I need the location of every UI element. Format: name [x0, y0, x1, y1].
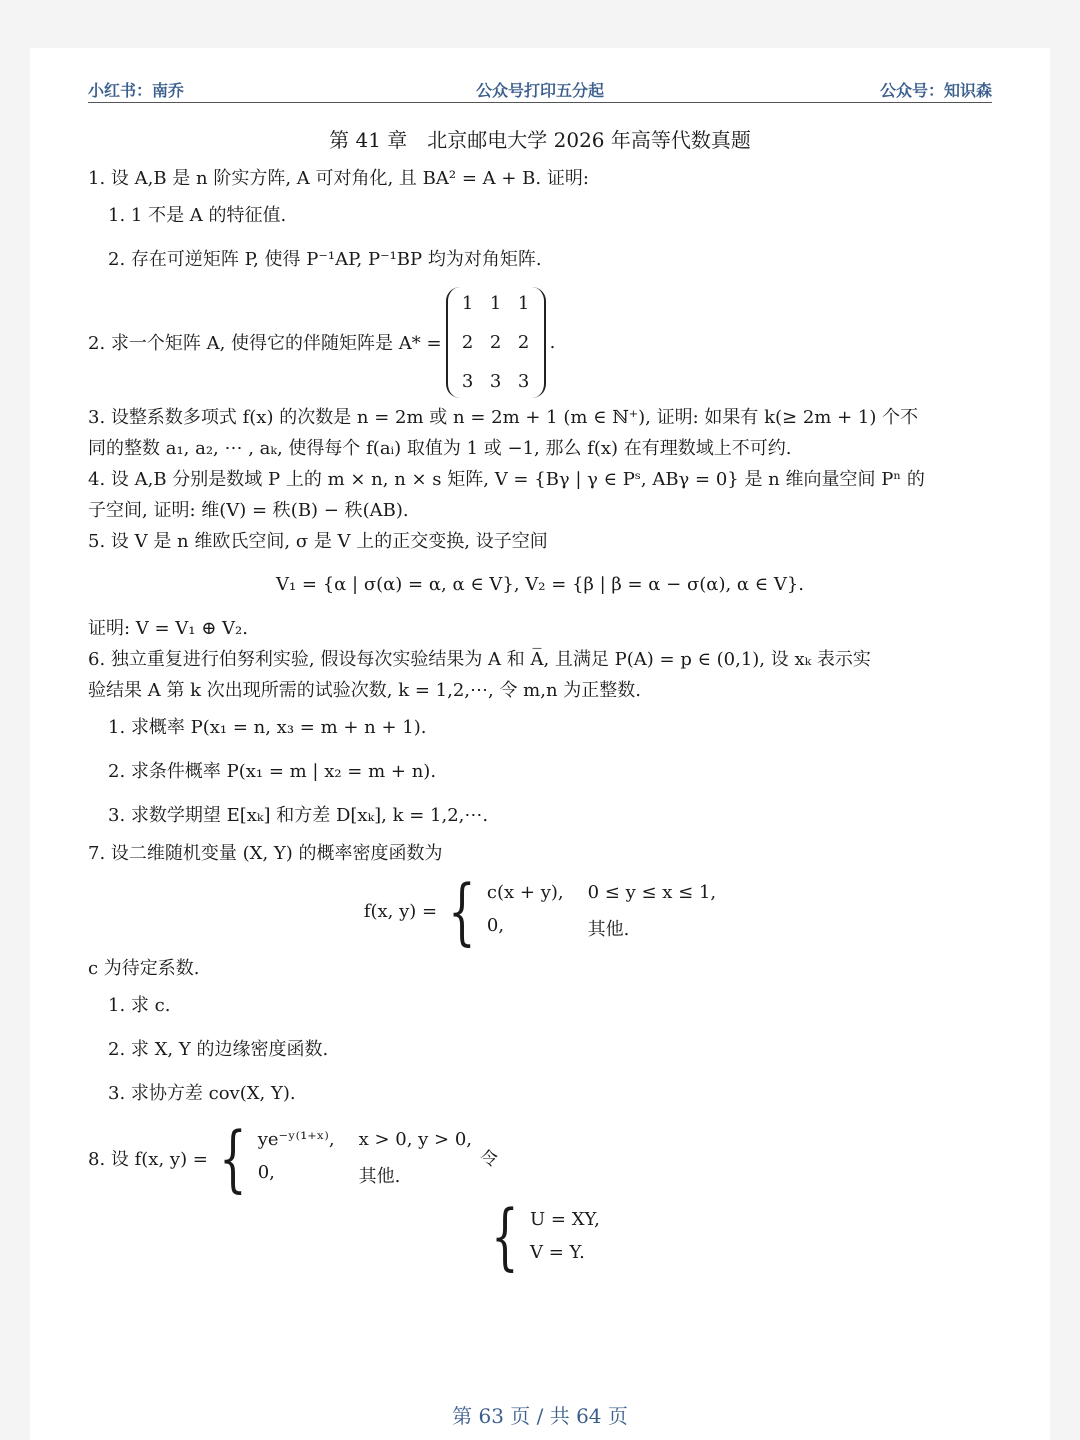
case-cond: 0 ≤ y ≤ x ≤ 1,	[587, 881, 717, 903]
matrix-cell: 3	[489, 370, 502, 392]
q7-note: c 为待定系数.	[88, 958, 200, 979]
q6-sub2: 2. 求条件概率 P(x₁ = m | x₂ = m + n).	[108, 761, 437, 782]
case-expr: 0,	[257, 1161, 275, 1183]
q6-line1: 6. 独立重复进行伯努利实验, 假设每次实验结果为 A 和 A̅, 且满足 P(A) = p ∈ (0,1), 设 xₖ 表示实	[88, 649, 871, 670]
matrix-cell: 3	[517, 370, 530, 392]
q8-suffix: 令	[480, 1149, 499, 1170]
q7-sub2: 2. 求 X, Y 的边缘密度函数.	[108, 1039, 329, 1060]
page-content	[88, 120, 992, 1278]
left-brace: {	[491, 1194, 519, 1278]
q1-sub1: 1. 1 不是 A 的特征值.	[108, 205, 287, 226]
case-cond: 其他.	[358, 1165, 401, 1187]
case-expr: c(x + y),	[486, 881, 564, 903]
matrix-cell: 1	[461, 292, 474, 314]
q7-sub3: 3. 求协方差 cov(X, Y).	[108, 1083, 296, 1104]
left-brace: {	[448, 869, 476, 953]
q6-line2: 验结果 A 第 k 次出现所需的试验次数, k = 1,2,⋯, 令 m,n 为正整数.	[88, 680, 642, 701]
q1-sub2: 2. 存在可逆矩阵 P, 使得 P⁻¹AP, P⁻¹BP 均为对角矩阵.	[108, 249, 542, 270]
q8-prefix: 8. 设 f(x, y) =	[88, 1149, 208, 1170]
case-cond: 其他.	[587, 918, 630, 940]
q4-line1: 4. 设 A,B 分别是数域 P 上的 m × n, n × s 矩阵, V = {Bγ | γ ∈ Pˢ, ABγ = 0} 是 n 维向量空间 Pⁿ 的	[88, 469, 925, 490]
q3-line2: 同的整数 a₁, a₂, ⋯ , aₖ, 使得每个 f(aᵢ) 取值为 1 或 −1, 那么 f(x) 在有理数域上不可约.	[88, 438, 792, 459]
page-header	[88, 78, 992, 103]
q1-stem: 1. 设 A,B 是 n 阶实方阵, A 可对角化, 且 BA² = A + B. 证明:	[88, 168, 589, 189]
system-line: U = XY,	[530, 1209, 600, 1230]
q8-system-lines	[530, 1209, 600, 1263]
q7-lhs: f(x, y) =	[363, 900, 438, 922]
header-center: 公众号打印五分起	[475, 81, 604, 100]
page-footer: 第 63 页 / 共 64 页	[452, 1404, 628, 1428]
case-expr: ye⁻ʸ⁽¹⁺ˣ⁾,	[257, 1128, 335, 1150]
case-expr: 0,	[486, 914, 505, 936]
matrix-cell: 3	[461, 370, 474, 392]
q7-density	[88, 869, 992, 953]
q8-system	[88, 1194, 992, 1278]
matrix-cell: 2	[517, 331, 530, 353]
q8-cases	[258, 1129, 472, 1188]
case-cond: x > 0, y > 0,	[358, 1128, 473, 1150]
q8-density	[88, 1116, 992, 1200]
matrix-cell: 2	[461, 331, 474, 353]
q2-suffix: .	[549, 331, 556, 353]
q6-sub1: 1. 求概率 P(x₁ = n, x₃ = m + n + 1).	[108, 717, 427, 738]
q6-sub3: 3. 求数学期望 E[xₖ] 和方差 D[xₖ], k = 1,2,⋯.	[108, 805, 489, 826]
q7-cases	[487, 882, 716, 941]
matrix-cell: 2	[489, 331, 502, 353]
system-line: V = Y.	[530, 1242, 585, 1263]
matrix-cell: 1	[489, 292, 502, 314]
chapter-title: 第 41 章 北京邮电大学 2026 年高等代数真题	[329, 128, 751, 152]
left-brace: {	[219, 1116, 247, 1200]
header-right: 公众号：知识森	[879, 81, 992, 100]
q3-line1: 3. 设整系数多项式 f(x) 的次数是 n = 2m 或 n = 2m + 1 (m ∈ ℕ⁺), 证明: 如果有 k(≥ 2m + 1) 个不	[88, 407, 919, 428]
header-left: 小红书：南乔	[88, 81, 185, 100]
adjugate-matrix	[446, 287, 546, 398]
q2	[88, 282, 992, 402]
matrix-cell: 1	[517, 292, 530, 314]
q4-line2: 子空间, 证明: 维(V) = 秩(B) − 秩(AB).	[88, 500, 409, 521]
q5-formula: V₁ = {α | σ(α) = α, α ∈ V}, V₂ = {β | β = α − σ(α), α ∈ V}.	[275, 574, 805, 595]
q7-sub1: 1. 求 c.	[108, 995, 171, 1016]
q2-prefix: 2. 求一个矩阵 A, 使得它的伴随矩阵是 A* =	[88, 333, 442, 354]
q7-stem: 7. 设二维随机变量 (X, Y) 的概率密度函数为	[88, 843, 443, 864]
q5-proof: 证明: V = V₁ ⊕ V₂.	[88, 618, 248, 639]
q5-stem: 5. 设 V 是 n 维欧氏空间, σ 是 V 上的正交变换, 设子空间	[88, 531, 548, 552]
